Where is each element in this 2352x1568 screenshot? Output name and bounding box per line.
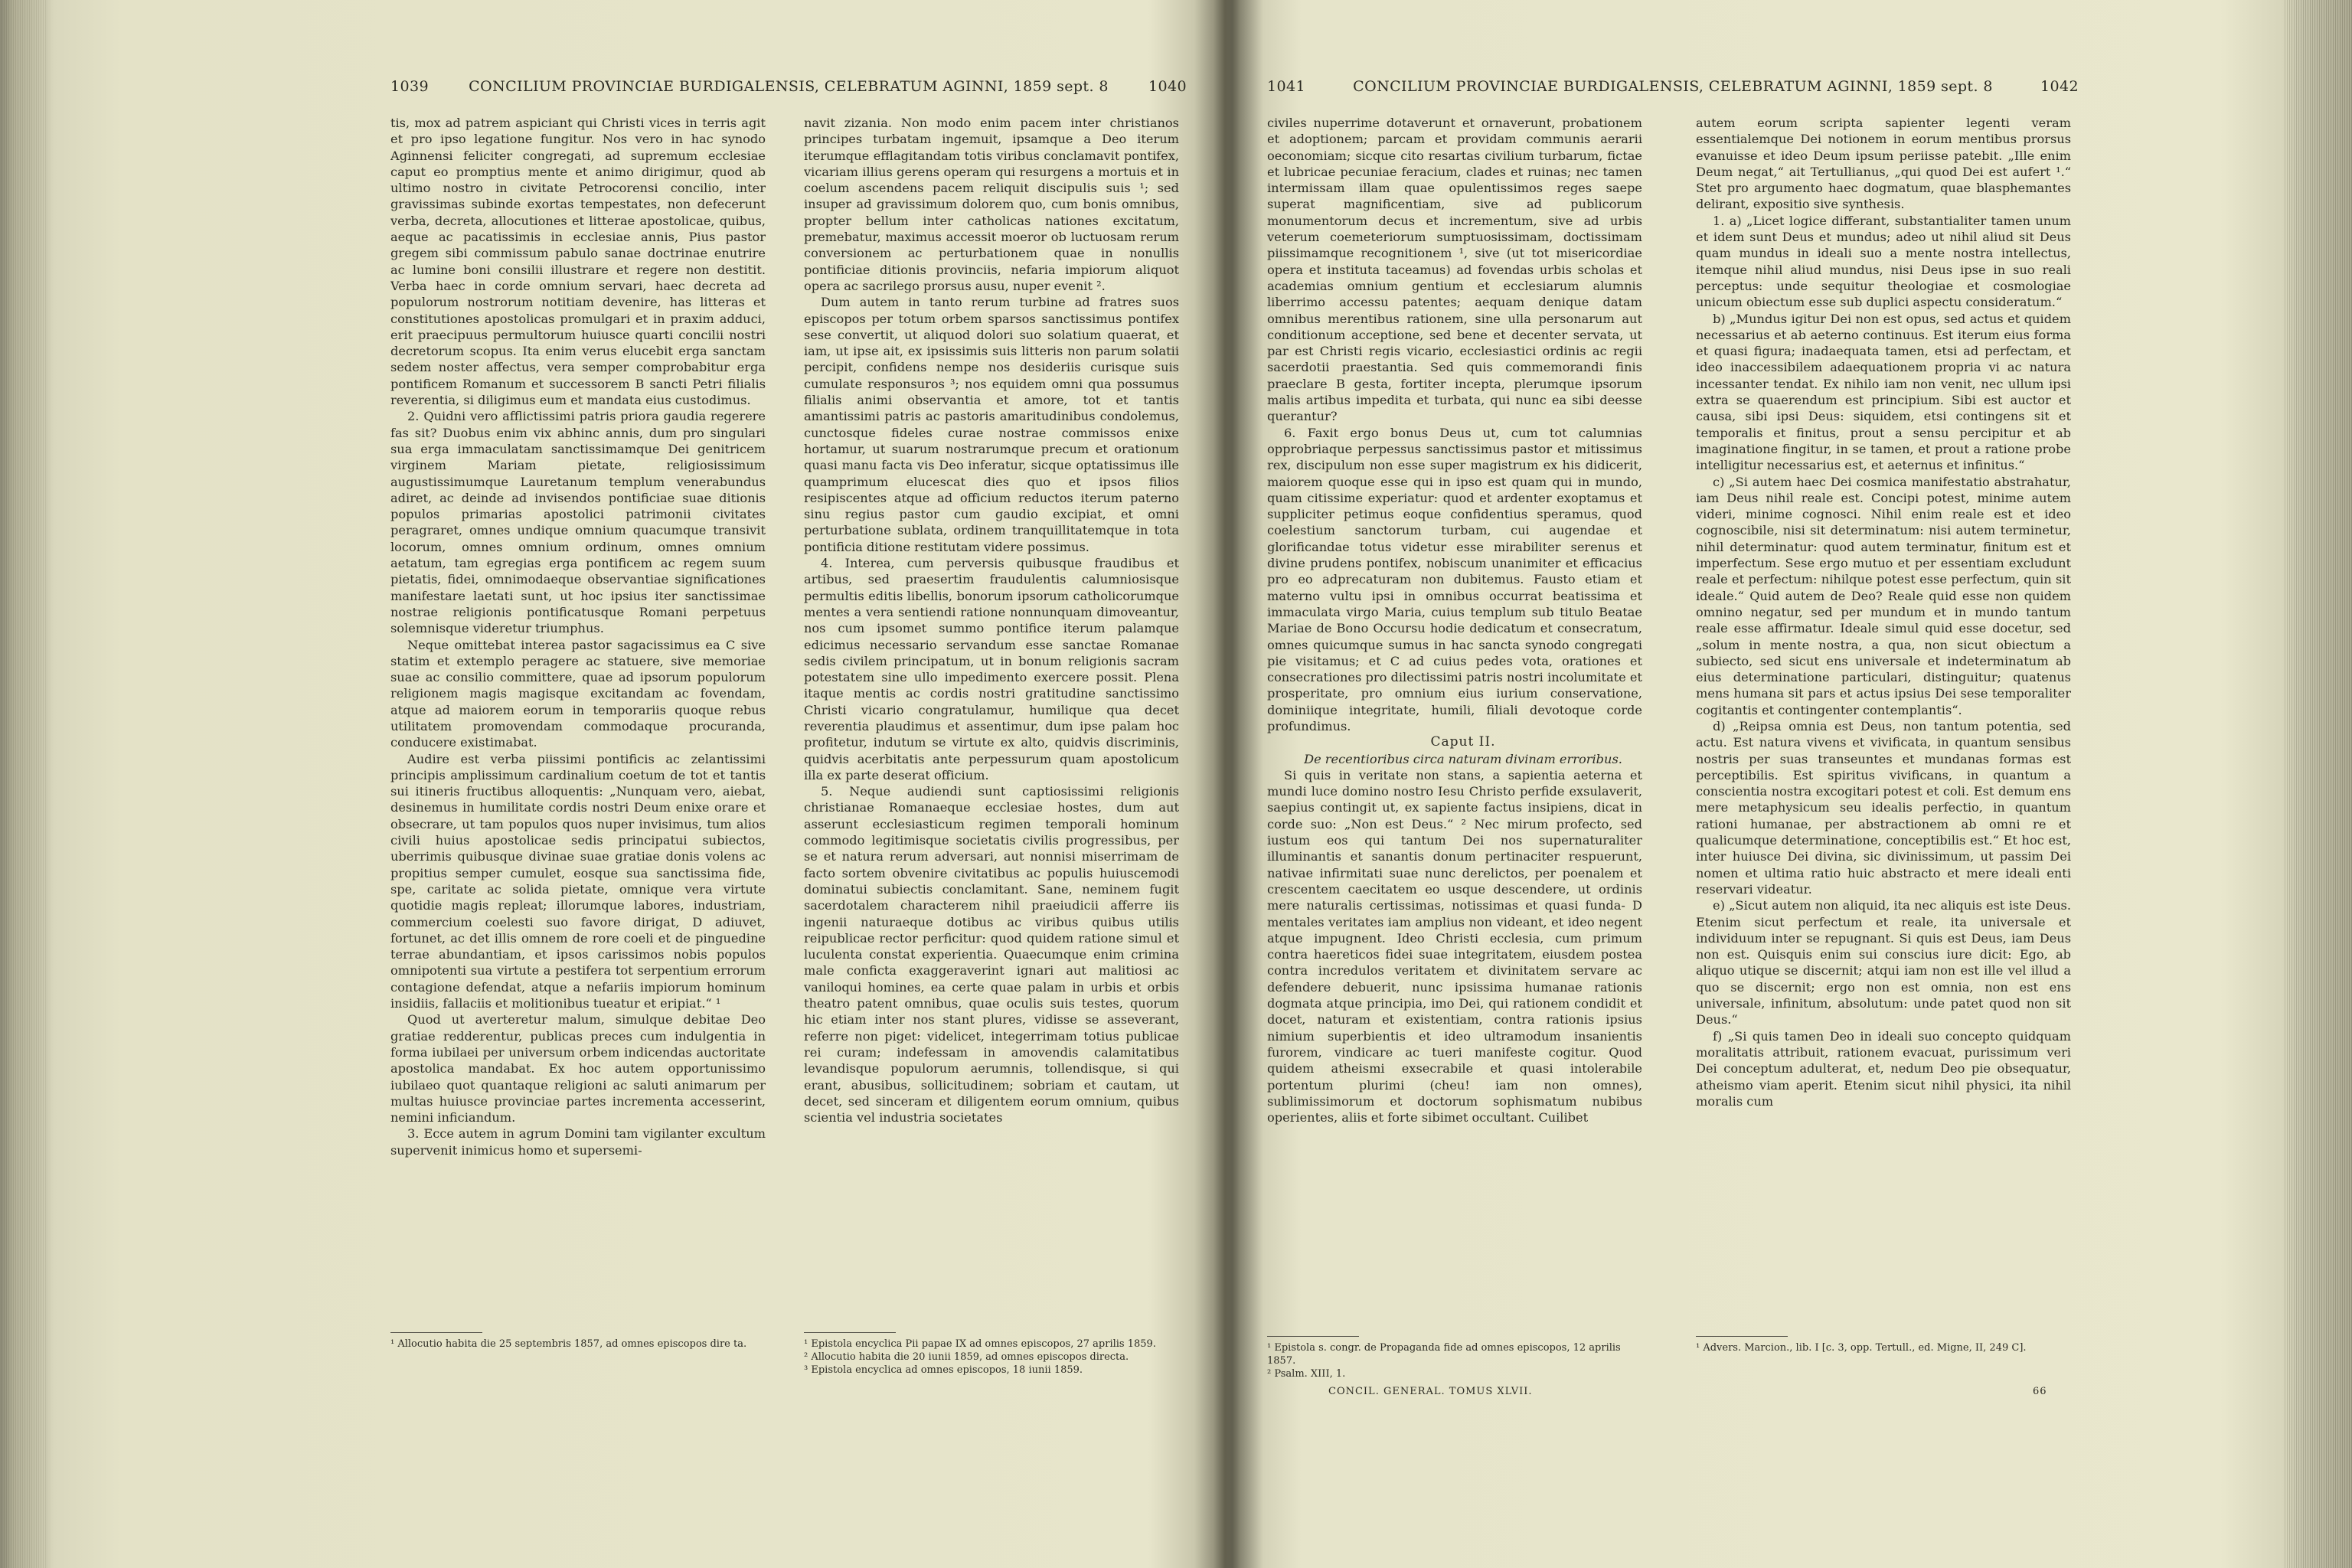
paragraph: 2. Quidni vero afflictissimi patris priora gaudia regerere fas sit? Duobus enim vix abhinc annis, dum pro singulari sua erga immaculatam sanctissimamque Dei genitricem virginem Mariam pietate, religiosissimum augustissimumque Lauretanum templum venerabundus adiret, ac deinde ad invisendos pontificiae suae ditionis populos primarias apostolici patrimonii civitates peragraret, omnes undique omnium quacumque transivit locorum, omnes omnium ordinum, omnes omnium aetatum, tam egregias erga pontificem ac regem suum pietatis, fidei, omnimodaeque observantiae significationes manifestare laetati sunt, ut hoc ipsius iter sanctissimae nostrae religionis pontificatusque Romani perpetuus solemnisque videretur triumphus. xyxy=(390,409,766,636)
footnote: ¹ Epistola encyclica Pii papae IX ad omnes episcopos, 27 aprilis 1859. xyxy=(804,1338,1156,1350)
paragraph: 5. Neque audiendi sunt captiosissimi religionis christianae Romanaeque ecclesiae hostes, dum aut asserunt ecclesiasticum regimen temporali hominum commodo legitimisque societatis civilis progressibus, per se et natura rerum adversari, aut nonnisi miserrimam de facto sortem obvenire civitatibus ac populis huiuscemodi dominatui subiectis conclamitant. Sane, neminem fugit sacerdotalem characterem nihil praeiudicii afferre iis ingenii naturaeque dotibus ac viribus quibus utilis reipublicae rector perficitur: quod quidem ratione simul et luculenta constat experientia. Quaecumque enim crimina male conficta exaggeraverint ignari aut malitiosi ac vaniloqui homines, ea certe quae palam in urbis et orbis theatro patent omnibus, quae oculis suis testes, quorum hic etiam inter nos stant plures, vidisse se asseverant, referre non piget: videlicet, integerrimam totius publicae rei curam; indefessam in amovendis calamitatibus levandisque populorum aerumnis, tollendisque, si qui erant, abusibus, sollicitudinem; sobriam et cautam, ut decet, sed sinceram et diligentem eorum omnium, quibus scientia vel industria societates xyxy=(804,784,1179,1125)
footnote-rule xyxy=(1267,1336,1359,1337)
text-column xyxy=(1696,115,2071,1325)
text-column xyxy=(390,115,766,1325)
paragraph: 6. Faxit ergo bonus Deus ut, cum tot calumnias opprobriaque perpessus sanctissimus pastor et mitissimus rex, discipulum non esse super magistrum ex his didicerit, maiorem quoque esse qui in ipso est quam qui in mundo, quam citissime experiatur: quod et ardenter exoptamus et suppliciter petimus eoque confidentius speramus, quod coelestium sanctorum turbam, cui augendae et glorificandae totus videtur esse mirabiliter serenus et divine prudens pontifex, nobiscum unanimiter et efficacius pro eo adprecaturam non dubitemus. Fausto etiam et materno vultu ipsi in omnibus occurrat beatissima et immaculata virgo Maria, cuius templum sub titulo Beatae Mariae de Bono Occursu hodie dedicatum et consecratum, omnes quicumque sumus in hac sancta synodo congregati pie visitamus; et C ad cuius pedes vota, orationes et consecrationes pro dilectissimi patris nostri incolumitate et prosperitate, pro omnium eius iurium conservatione, dominiique integritate, humili, filiali devotoque corde profundimus. xyxy=(1267,425,1642,733)
page-number: 1040 xyxy=(1148,78,1187,95)
page-number: 1041 xyxy=(1267,78,1305,95)
page-number: 1039 xyxy=(390,78,429,95)
paragraph: autem eorum scripta sapienter legenti veram essentialemque Dei notionem in eorum mentibus prorsus evanuisse et ideo Deum ipsum periisse patebit. „Ille enim Deum negat,“ ait Tertullianus, „qui quod Dei est aufert ¹.“ Stet pro argumento haec dogmatum, quae blasphemantes delirant, expositio sive synthesis. xyxy=(1696,116,2071,212)
running-head xyxy=(390,78,1187,101)
footnote: ² Psalm. XIII, 1. xyxy=(1267,1368,1346,1380)
page-number: 1042 xyxy=(2040,78,2079,95)
page-edges-left xyxy=(0,0,46,1568)
footnotes xyxy=(390,1332,766,1351)
footnote: ¹ Epistola s. congr. de Propaganda fide ad omnes episcopos, 12 aprilis 1857. xyxy=(1267,1342,1621,1367)
paragraph: 1. a) „Licet logice differant, substantialiter tamen unum et idem sunt Deus et mundus; adeo ut nihil aliud sit Deus quam mundus in ideali suo a mente nostra intellectus, itemque nihil aliud mundus, nisi Deus ipse in suo reali perceptus: unde sequitur theologiae et cosmologiae unicum obiectum esse sub duplici aspectu consideratum.“ xyxy=(1696,213,2071,310)
paragraph: Dum autem in tanto rerum turbine ad fratres suos episcopos per totum orbem sparsos sanctissimus pontifex sese convertit, ut aliquod dolori suo solatium quaerat, et iam, ut ipse ait, ex ipsissimis suis litteris non parum solatii percipit, confidens nempe nos desideriis curisque suis cumulate responsuros ³; nos equidem omni qua possumus filialis animi observantia et amore, tot et tantis amantissimi patris ac pastoris amaritudinibus condolemus, cunctosque fideles curae nostrae commissos enixe hortamur, ut suarum nostrarumque precum et orationum quasi manu facta vis Deo inferatur, sicque optatissimus ille quamprimum elucescat dies quo et ipsos filios resipiscentes atque ad officium reductos iterum paterno sinu regius pastor cum gaudio excipiat, et omni perturbatione sublata, ordinem tranquillitatemque in tota pontificia ditione restitutam videre possimus. xyxy=(804,295,1179,554)
footnote-rule xyxy=(804,1332,896,1333)
paragraph: b) „Mundus igitur Dei non est opus, sed actus et quidem necessarius et ab aeterno continuus. Est iterum eius forma et quasi figura; inadaequata tamen, etsi ad perfectam, et ideo inaccessibilem adaequationem propria vi ac natura incessanter tendat. Ex nihilo iam non venit, nec ullum ipsi extra se quaerendum est principium. Sibi est auctor et causa, sibi ipsi Deus: siquidem, etsi contingens sit et temporalis et finitus, prout a sensu percipitur et ab imaginatione fingitur, in se tamen, et prout a ratione probe intelligitur necessarius est, et aeternus et infinitus.“ xyxy=(1696,311,2071,473)
paragraph: navit zizania. Non modo enim pacem inter christianos principes turbatam ingemuit, ipsamque a Deo iterum iterumque efflagitandam totis viribus conclamavit pontifex, vicariam illius gerens operam qui resurgens a mortuis et in coelum ascendens pacem reliquit discipulis suis ¹; sed insuper ad gravissimum dolorem quo, cum bonis omnibus, propter bellum inter catholicas nationes excitatum, premebatur, maximus accessit moeror ob luctuosam rerum conversionem ac perturbationem quae in nonullis pontificiae ditionis provinciis, nefaria impiorum aliquot opera ac sacrilego prorsus ausu, nuper evenit ². xyxy=(804,116,1179,293)
paragraph: civiles nuperrime dotaverunt et ornaverunt, probationem et adoptionem; parcam et providam communis aerarii oeconomiam; sicque cito resartas civilium turbarum, fictae et lubricae pecuniae feracium, clades et ruinas; nec tamen intermissam illam quae opulentissimos reges saepe superat magnificentiam, sive ad publicorum monumentorum decus et incrementum, sive ad urbis veterum coemeteriorum sumptuosissimam, doctissimam piissimamque recognitionem ¹, sive (ut tot misericordiae opera et instituta taceamus) ad fovendas urbis scholas et academias omnium gentium et ecclesiarum alumnis liberrimo accessu patentes; aequam denique datam omnibus merentibus rationem, sine ulla personarum aut conditionum acceptione, sed bene et decenter servata, ut par est Christi regis vicario, ecclesiastici ordinis ac regii sacerdotii praestantia. Sed quis commemorandi finis praeclare B gesta, fortiter incepta, plerumque ipsorum malis artibus impedita et turbata, qui nunc ea sibi deesse querantur? xyxy=(1267,116,1642,424)
paragraph: tis, mox ad patrem aspiciant qui Christi vices in terris agit et pro ipso legatione fungitur. Nos vero in hac synodo Aginnensi feliciter congregati, ad supremum ecclesiae caput eo promptius mente et animo dirigimur, quod ab ultimo nostro in civitate Petrocorensi concilio, inter gravissimas subinde exortas tempestates, non defecerunt verba, decreta, allocutiones et litterae apostolicae, quibus, aeque ac pacatissimis in ecclesiae annis, Pius pastor gregem sibi commissum pabulo sanae doctrinae enutrire ac lumine boni consilii illustrare et regere non destitit. Verba haec in corde omnium servari, haec decreta ad populorum nostrorum notitiam devenire, has litteras et constitutiones apostolicas promulgari et in praxim adduci, erit praecipuus permultorum huiusce quarti concilii nostri decretorum scopus. Ita enim verus elucebit erga sanctam sedem noster affectus, vera semper comprobabitur erga pontificem Romanum et successorem B sancti Petri filialis reverentia, si diligimus eum et mandata eius custodimus. xyxy=(390,116,766,408)
text-column xyxy=(804,115,1179,1325)
page-edges-right xyxy=(2283,0,2352,1568)
footnote: ² Allocutio habita die 20 iunii 1859, ad omnes episcopos directa. xyxy=(804,1351,1129,1363)
paragraph: c) „Si autem haec Dei cosmica manifestatio abstrahatur, iam Deus nihil reale est. Concipi potest, minime autem videri, minime cognosci. Nihil enim reale est et ideo cognoscibile, nisi sit determinatum: nisi autem terminetur, nihil determinatur: quod autem terminatur, finitum est et imperfectum. Sese ergo mutuo et per essentiam excludunt reale et perfectum: nihilque potest esse perfectum, quin sit ideale.“ Quid autem de Deo? Reale quid esse non quidem omnino negatur, sed per mundum et in mundo tantum reale esse affirmatur. Ideale simul quid esse docetur, sed „solum in mente nostra, a qua, non sicut obiectum a subiecto, sed sicut ens universale et indeterminatum ab eius determinatione particulari, distinguitur; quatenus mens humana sit pars et actus ipsius Dei sese temporaliter cogitantis et contingenter contemplantis“. xyxy=(1696,474,2071,717)
footnotes xyxy=(1267,1336,1642,1380)
sheet-number: 66 xyxy=(2033,1386,2047,1397)
running-title: CONCILIUM PROVINCIAE BURDIGALENSIS, CELEBRATUM AGINNI, 1859 sept. 8 xyxy=(469,78,1109,95)
footnote: ¹ Advers. Marcion., lib. I [c. 3, opp. Tertull., ed. Migne, II, 249 C]. xyxy=(1696,1342,2027,1354)
footnote-rule xyxy=(390,1332,482,1333)
footnote: ³ Epistola encyclica ad omnes episcopos, 18 iunii 1859. xyxy=(804,1364,1083,1376)
paragraph: 3. Ecce autem in agrum Domini tam vigilanter excultum supervenit inimicus homo et supersemi- xyxy=(390,1126,766,1158)
running-title: CONCILIUM PROVINCIAE BURDIGALENSIS, CELEBRATUM AGINNI, 1859 sept. 8 xyxy=(1353,78,1993,95)
paragraph: f) „Si quis tamen Deo in ideali suo concepto quidquam moralitatis attribuit, rationem evacuat, purissimum veri Dei conceptum adulterat, et, nedum Deo pie obsequatur, atheismo viam aperit. Etenim sicut nihil physici, ita nihil moralis cum xyxy=(1696,1028,2071,1109)
footnote: ¹ Allocutio habita die 25 septembris 1857, ad omnes episcopos dire ta. xyxy=(390,1338,747,1350)
running-head xyxy=(1267,78,2079,101)
paragraph: d) „Reipsa omnia est Deus, non tantum potentia, sed actu. Est natura vivens et vivificata, in quantum sensibus nostris per suas transeuntes et mundanas formas est perceptibilis. Est spiritus vivificans, in quantum a conscientia nostra excogitari potest et coli. Est demum ens mere metaphysicum seu idealis perfectio, in quantum rationi humanae, per abstractionem ab omni re et qualicumque determinatione, conceptibilis est.“ Et hoc est, inter huiusce Dei divina, sic divinissimum, ut passim Dei nomen et ultima ratio huic abstracto et mere ideali enti reservari videatur. xyxy=(1696,718,2071,897)
footnotes xyxy=(804,1332,1179,1377)
chapter-subtitle: De recentioribus circa naturam divinam erroribus. xyxy=(1304,751,1622,766)
paragraph: Quod ut averteretur malum, simulque debitae Deo gratiae redderentur, publicas preces cum indulgentia in forma iubilaei per universum orbem indicendas auctoritate apostolica mandabat. Ex hoc autem opportunissimo iubilaeo quot quantaque religioni ac saluti animarum per multas huiusce provinciae partes incrementa accesserint, nemini inficiandum. xyxy=(390,1012,766,1125)
footnote-rule xyxy=(1696,1336,1788,1337)
paragraph: Si quis in veritate non stans, a sapientia aeterna et mundi luce domino nostro Iesu Christo perfide exsulaverit, saepius contingit ut, ex sapiente factus insipiens, dicat in corde suo: „Non est Deus.“ ² Nec mirum profecto, sed iustum eos qui tantum Dei nos supernaturaliter illuminantis et sanantis donum pertinaciter respuerunt, nativae infirmitati suae nunc derelictos, per poenalem et crescentem caecitatem eo usque descendere, ut ordinis mere naturalis certissimas, notissimas et quasi funda- D mentales veritates iam amplius non videant, et ideo negent atque impugnent. Ideo Christi ecclesia, cum primum contra haereticos fidei suae integritatem, eiusdem postea contra incredulos veritatem et divinitatem servare ac defendere debuerit, nunc ipsissima humanae rationis dogmata atque principia, imo Dei, qui rationem condidit et docet, naturam et existentiam, contra rationis ipsius nimium superbientis et ideo ultramodum insanientis furorem, vindicare ac tueri manifeste cogitur. Quod quidem atheismi exsecrabile et quasi intolerabile portentum plurimi (cheu! iam non omnes), sublimissimorum et doctorum sophismatum nubibus operientes, aliis et forte sibimet occultant. Cuilibet xyxy=(1267,767,1642,1125)
footnotes xyxy=(1696,1336,2071,1354)
book-gutter xyxy=(1194,0,1263,1568)
paragraph: Audire est verba piissimi pontificis ac zelantissimi principis amplissimum cardinalium coetum de tot et tantis sui itineris fructibus alloquentis: „Nunquam vero, aiebat, desinemus in humilitate cordis nostri Deum enixe orare et obsecrare, ut tam populos quos nuper invisimus, tum alios civili huius apostolicae sedis principatui subiectos, uberrimis quibusque divinae suae gratiae donis volens ac propitius semper cumulet, eosque sua sanctissima fide, spe, caritate ac solida pietate, omnique vera virtute quotidie magis repleat; illorumque labores, industriam, commercium coelesti suo favore dirigat, D adiuvet, fortunet, ac det illis omnem de rore coeli et de pinguedine terrae abundantiam, et ipsos carissimos nobis populos omnipotenti sua virtute a pestifera tot serpentium errorum contagione defendat, atque a nefariis impiorum hominum insidiis, fallaciis et molitionibus tueatur et eripiat.“ ¹ xyxy=(390,751,766,1011)
chapter-title: Caput II. xyxy=(1430,734,1496,750)
right-page xyxy=(1267,0,2079,1568)
paragraph: Neque omittebat interea pastor sagacissimus ea C sive statim et extemplo peragere ac statuere, sive memoriae suae ac consilio committere, quae ad ipsorum populorum religionem magis magisque excitandam ac fovendam, atque ad maiorem eorum in temporariis quoque rebus utilitatem promovendam commodaque procuranda, conducere existimabat. xyxy=(390,637,766,750)
left-page xyxy=(390,0,1187,1568)
paragraph: 4. Interea, cum perversis quibusque fraudibus et artibus, sed praesertim fraudulentis calumniosisque permultis editis libellis, bonorum ipsorum catholicorumque mentes a vera sentiendi ratione nonnunquam dimoveantur, nos cum ipsomet summo pontifice iterum palamque edicimus necessario servandum esse sanctae Romanae sedis civilem principatum, ut in bonum religionis sacram potestatem sine ullo impedimento exercere possit. Plena itaque mentis ac cordis nostri gratitudine sanctissimo Christi vicario congratulamur, humilique qua decet reverentia plaudimus et assentimur, dum ipse palam hoc profitetur, indutum se virtute ex alto, quidvis discriminis, quidvis acerbitatis ante perpessurum quam apostolicum illa ex parte deserat officium. xyxy=(804,556,1179,782)
signature-mark: CONCIL. GENERAL. TOMUS XLVII. xyxy=(1328,1386,1533,1397)
paragraph: e) „Sicut autem non aliquid, ita nec aliquis est iste Deus. Etenim sicut perfectum et reale, ita universale et individuum inter se repugnant. Si quis est Deus, iam Deus non est. Quisquis enim sui conscius iure dicit: Ego, ab aliquo utique se discernit; atqui iam non est ille vel illud a quo se discernit; ergo non est omnia, non est ens universale, infinitum, absolutum: unde patet quod non sit Deus.“ xyxy=(1696,898,2071,1027)
text-column xyxy=(1267,115,1642,1325)
